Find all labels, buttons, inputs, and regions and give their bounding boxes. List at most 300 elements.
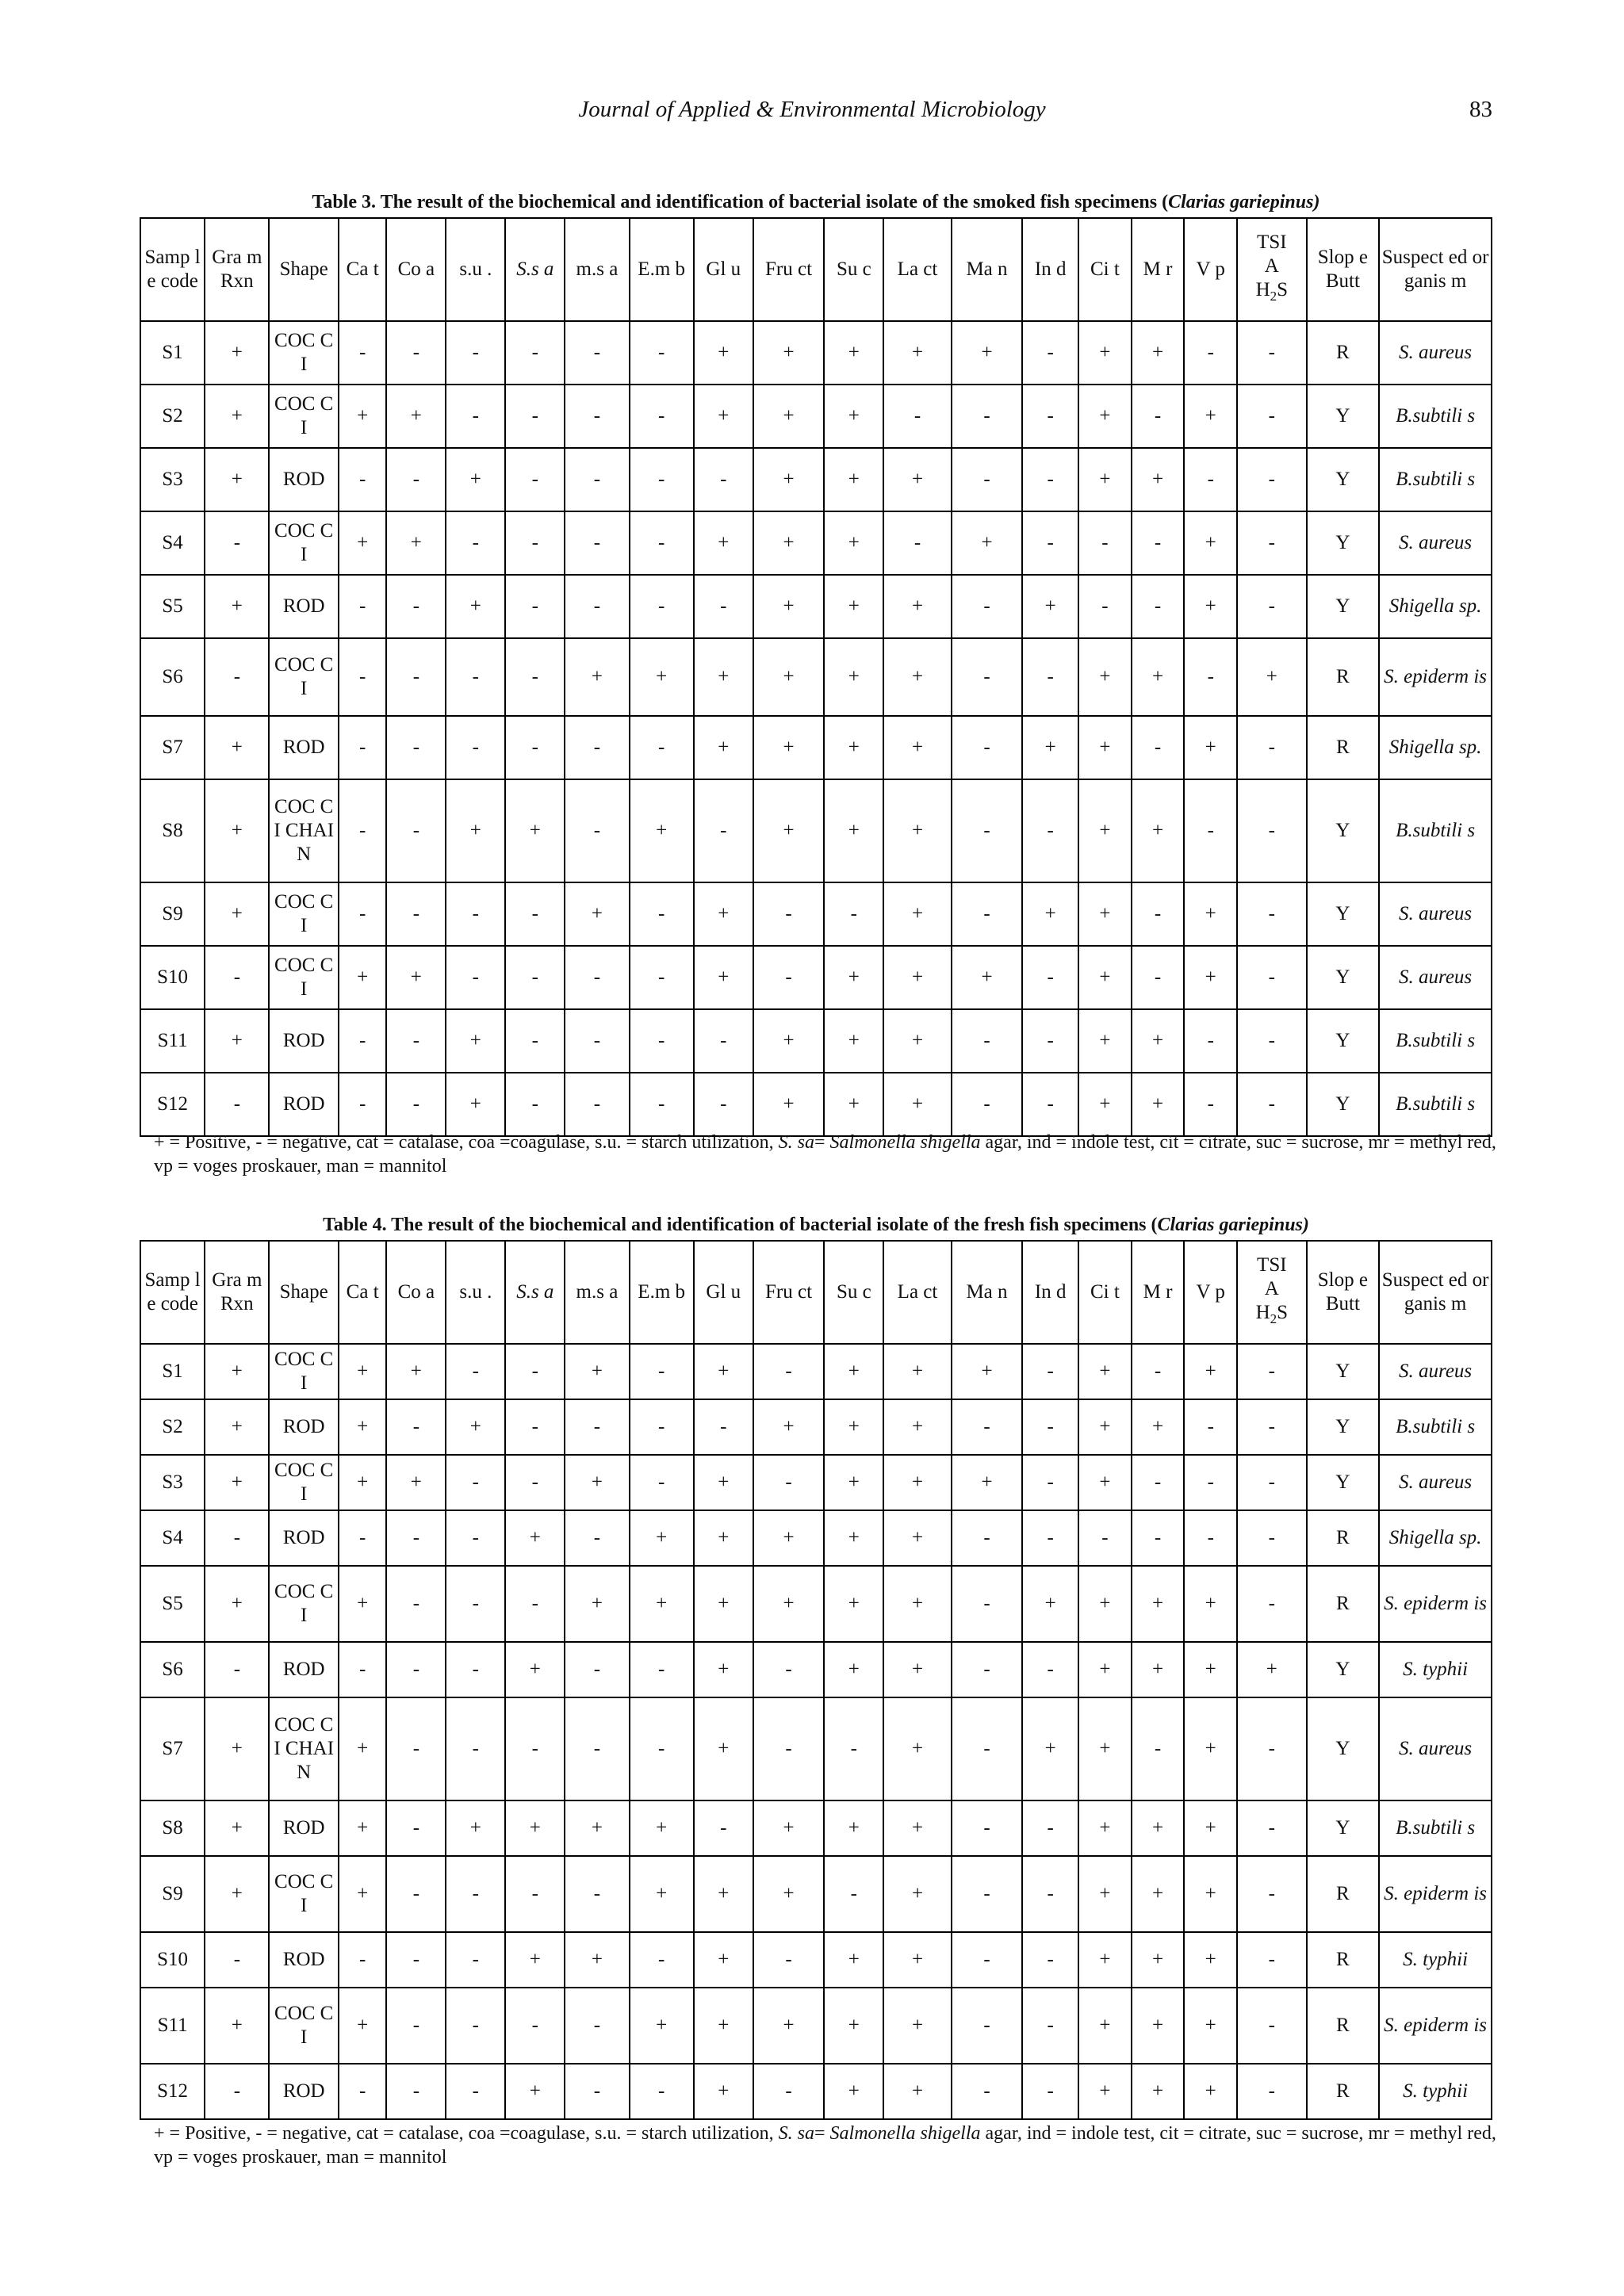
table-cell: - xyxy=(883,511,951,575)
table-cell: + xyxy=(824,1455,883,1510)
table-cell: - xyxy=(446,1510,505,1566)
table-cell: S6 xyxy=(140,638,205,716)
table-cell: + xyxy=(883,1800,951,1856)
table-cell: ROD xyxy=(269,2064,338,2119)
table-cell: + xyxy=(1078,1932,1132,1988)
table-cell: S12 xyxy=(140,2064,205,2119)
table-cell: S10 xyxy=(140,1932,205,1988)
table-cell: - xyxy=(1237,448,1306,511)
footnote-text-3: agar, ind = indole test, cit = citrate, suc = sucrose, mr = methyl red, vp = voges proskauer, man = mannitol xyxy=(154,1132,1496,1177)
table3-header-row xyxy=(140,218,1492,321)
table-cell: + xyxy=(1237,1642,1306,1697)
table-cell: COC CI CHAI N xyxy=(269,779,338,882)
suspected-organism-cell: B.subtili s xyxy=(1379,1800,1492,1856)
column-header: Ci t xyxy=(1078,1241,1132,1344)
table-cell: - xyxy=(630,882,694,946)
table-row xyxy=(140,1800,1492,1856)
column-header: m.s a xyxy=(565,1241,629,1344)
table-cell: - xyxy=(505,946,565,1009)
table-cell: COC CI xyxy=(269,321,338,385)
table-cell: - xyxy=(565,1399,629,1455)
column-header: Co a xyxy=(386,218,446,321)
table-cell: ROD xyxy=(269,1073,338,1136)
table-cell: - xyxy=(1237,575,1306,638)
table-cell: S2 xyxy=(140,385,205,448)
table-row xyxy=(140,575,1492,638)
table-cell: + xyxy=(1078,1697,1132,1800)
table-cell: + xyxy=(1132,638,1185,716)
table-cell: - xyxy=(952,385,1023,448)
table-cell: - xyxy=(1022,1399,1078,1455)
table-cell: + xyxy=(1132,1073,1185,1136)
table-cell: - xyxy=(505,882,565,946)
suspected-organism-cell: Shigella sp. xyxy=(1379,575,1492,638)
table-cell: S11 xyxy=(140,1009,205,1073)
table-cell: + xyxy=(694,1510,753,1566)
table-cell: - xyxy=(446,511,505,575)
table-cell: + xyxy=(753,1800,825,1856)
table-cell: - xyxy=(386,1510,446,1566)
table-cell: S6 xyxy=(140,1642,205,1697)
table-cell: + xyxy=(205,1856,269,1932)
table-cell: Y xyxy=(1307,779,1380,882)
table-cell: S8 xyxy=(140,779,205,882)
table-cell: + xyxy=(339,1988,386,2064)
footnote-ssa-abbr: S. sa xyxy=(778,1132,814,1153)
table-cell: + xyxy=(883,1455,951,1510)
table4-body xyxy=(140,1344,1492,2119)
table-cell: + xyxy=(1132,1642,1185,1697)
table-cell: + xyxy=(1022,716,1078,779)
table-row xyxy=(140,1455,1492,1510)
table-cell: + xyxy=(630,1800,694,1856)
table-cell: + xyxy=(694,1697,753,1800)
table-cell: - xyxy=(753,2064,825,2119)
column-header: Ma n xyxy=(952,218,1023,321)
table-cell: - xyxy=(205,1642,269,1697)
table-cell: + xyxy=(694,2064,753,2119)
table-cell: - xyxy=(694,448,753,511)
table-cell: + xyxy=(753,716,825,779)
table-cell: + xyxy=(753,1856,825,1932)
table-cell: COC CI xyxy=(269,1344,338,1399)
table-cell: - xyxy=(753,1932,825,1988)
table-cell: - xyxy=(952,1642,1023,1697)
table-cell: - xyxy=(1184,1073,1237,1136)
column-header: Samp le code xyxy=(140,1241,205,1344)
table-cell: + xyxy=(446,575,505,638)
table-cell: - xyxy=(952,1566,1023,1642)
suspected-organism-cell: S. typhii xyxy=(1379,1642,1492,1697)
table-cell: - xyxy=(952,1932,1023,1988)
table-cell: S9 xyxy=(140,882,205,946)
table3-caption xyxy=(140,192,1492,213)
table-cell: - xyxy=(205,1510,269,1566)
table-cell: ROD xyxy=(269,575,338,638)
table-cell: - xyxy=(952,638,1023,716)
table-cell: + xyxy=(824,448,883,511)
table-cell: - xyxy=(565,321,629,385)
table-cell: - xyxy=(753,1455,825,1510)
table-cell: + xyxy=(753,321,825,385)
table-cell: + xyxy=(952,321,1023,385)
table-cell: + xyxy=(883,1566,951,1642)
table4-fresh-fish xyxy=(140,1240,1492,2120)
column-header: Fru ct xyxy=(753,218,825,321)
table-cell: - xyxy=(1237,1988,1306,2064)
table-cell: + xyxy=(824,1800,883,1856)
column-header: Gra m Rxn xyxy=(205,218,269,321)
table-cell: - xyxy=(205,638,269,716)
table-cell: + xyxy=(565,1455,629,1510)
table-cell: - xyxy=(1237,1856,1306,1932)
table-row xyxy=(140,779,1492,882)
table3-caption-species: Clarias gariepinus) xyxy=(1168,192,1320,212)
table-cell: S8 xyxy=(140,1800,205,1856)
table-cell: + xyxy=(1022,1566,1078,1642)
footnote-text-1: + = Positive, - = negative, cat = catalase, coa =coagulase, s.u. = starch utilization, xyxy=(154,1132,779,1153)
table-cell: COC CI xyxy=(269,385,338,448)
table-cell: - xyxy=(1237,1455,1306,1510)
table-cell: - xyxy=(824,1856,883,1932)
column-header: TSI A $H_2S$ xyxy=(1237,1241,1306,1344)
table-cell: + xyxy=(446,779,505,882)
suspected-organism-cell: S. aureus xyxy=(1379,1455,1492,1510)
table-cell: + xyxy=(505,779,565,882)
suspected-organism-cell: S. aureus xyxy=(1379,321,1492,385)
table-cell: - xyxy=(386,1800,446,1856)
table-cell: + xyxy=(1184,946,1237,1009)
table-cell: - xyxy=(505,321,565,385)
table-cell: - xyxy=(1237,946,1306,1009)
table-cell: + xyxy=(824,1642,883,1697)
table-cell: + xyxy=(1078,448,1132,511)
table-cell: S7 xyxy=(140,716,205,779)
table-cell: - xyxy=(1022,1510,1078,1566)
table-cell: + xyxy=(339,1344,386,1399)
suspected-organism-cell: S. aureus xyxy=(1379,1697,1492,1800)
table-row xyxy=(140,638,1492,716)
column-header: Gl u xyxy=(694,1241,753,1344)
table-cell: S2 xyxy=(140,1399,205,1455)
table-cell: + xyxy=(205,1399,269,1455)
table-cell: ROD xyxy=(269,448,338,511)
table-cell: + xyxy=(1184,575,1237,638)
table-cell: + xyxy=(824,1988,883,2064)
table-cell: + xyxy=(1022,1697,1078,1800)
table-cell: - xyxy=(1078,511,1132,575)
table-cell: Y xyxy=(1307,1642,1380,1697)
table-row xyxy=(140,385,1492,448)
table-cell: + xyxy=(753,1566,825,1642)
table-cell: - xyxy=(339,448,386,511)
table-cell: - xyxy=(1237,385,1306,448)
table-cell: Y xyxy=(1307,946,1380,1009)
table-cell: + xyxy=(1184,1800,1237,1856)
table-cell: + xyxy=(505,1800,565,1856)
table-cell: ROD xyxy=(269,716,338,779)
table-cell: + xyxy=(883,575,951,638)
table-cell: ROD xyxy=(269,1932,338,1988)
column-header: Slop e Butt xyxy=(1307,218,1380,321)
table-cell: + xyxy=(694,511,753,575)
table-cell: + xyxy=(205,321,269,385)
column-header: In d xyxy=(1022,1241,1078,1344)
table-cell: - xyxy=(753,882,825,946)
table-cell: - xyxy=(505,1697,565,1800)
table-cell: - xyxy=(952,448,1023,511)
table-cell: + xyxy=(1132,1399,1185,1455)
table-cell: - xyxy=(386,1932,446,1988)
table-cell: + xyxy=(386,385,446,448)
table-cell: - xyxy=(1132,1344,1185,1399)
table-cell: - xyxy=(630,1009,694,1073)
table-cell: - xyxy=(694,1009,753,1073)
table3-footnote xyxy=(154,1131,1502,1178)
column-header: La ct xyxy=(883,218,951,321)
table-cell: + xyxy=(753,575,825,638)
table-cell: + xyxy=(565,638,629,716)
table-cell: + xyxy=(1132,448,1185,511)
table-cell: - xyxy=(386,1642,446,1697)
table-cell: - xyxy=(694,1399,753,1455)
table-cell: - xyxy=(952,1856,1023,1932)
table-cell: - xyxy=(1132,1697,1185,1800)
suspected-organism-cell: Shigella sp. xyxy=(1379,716,1492,779)
table-cell: COC CI xyxy=(269,1856,338,1932)
table-cell: + xyxy=(694,716,753,779)
table-cell: + xyxy=(824,511,883,575)
table-cell: - xyxy=(565,448,629,511)
table-cell: + xyxy=(386,1344,446,1399)
table-cell: - xyxy=(339,321,386,385)
table-cell: + xyxy=(883,716,951,779)
table-cell: + xyxy=(1184,1642,1237,1697)
table-row xyxy=(140,1510,1492,1566)
table-cell: - xyxy=(1022,448,1078,511)
table-cell: + xyxy=(824,946,883,1009)
table-cell: + xyxy=(694,1642,753,1697)
table-cell: S3 xyxy=(140,1455,205,1510)
table-cell: + xyxy=(339,946,386,1009)
table-cell: + xyxy=(565,1344,629,1399)
table-cell: - xyxy=(386,321,446,385)
table-cell: S4 xyxy=(140,511,205,575)
table-cell: - xyxy=(694,779,753,882)
suspected-organism-cell: S. typhii xyxy=(1379,1932,1492,1988)
table-cell: - xyxy=(1132,385,1185,448)
table-cell: + xyxy=(753,1510,825,1566)
table-cell: - xyxy=(1237,1009,1306,1073)
footnote-ssa-abbr: S. sa xyxy=(778,2123,814,2144)
table-cell: + xyxy=(1078,385,1132,448)
table-row xyxy=(140,1344,1492,1399)
table-cell: - xyxy=(1022,1932,1078,1988)
table-cell: + xyxy=(1184,1697,1237,1800)
table-cell: - xyxy=(386,779,446,882)
table-cell: - xyxy=(339,1009,386,1073)
table-cell: + xyxy=(386,511,446,575)
column-header: Ma n xyxy=(952,1241,1023,1344)
table-cell: + xyxy=(1132,1009,1185,1073)
table-cell: - xyxy=(205,511,269,575)
table-cell: - xyxy=(446,1932,505,1988)
table-cell: - xyxy=(630,1642,694,1697)
table-cell: - xyxy=(952,1009,1023,1073)
table-row xyxy=(140,1988,1492,2064)
table-cell: + xyxy=(446,1399,505,1455)
table-cell: + xyxy=(446,1800,505,1856)
table-cell: - xyxy=(694,1800,753,1856)
table-cell: + xyxy=(952,946,1023,1009)
table-cell: + xyxy=(205,385,269,448)
column-header: Co a xyxy=(386,1241,446,1344)
table-cell: + xyxy=(1132,1932,1185,1988)
column-header: Suspect ed organis m xyxy=(1379,1241,1492,1344)
table3-smoked-fish xyxy=(140,217,1492,1137)
table-cell: - xyxy=(386,1009,446,1073)
table-cell: - xyxy=(1022,779,1078,882)
suspected-organism-cell: S. epiderm is xyxy=(1379,1988,1492,2064)
table-cell: + xyxy=(824,716,883,779)
journal-title: Journal of Applied & Environmental Microbiology xyxy=(578,97,1046,122)
table-cell: - xyxy=(505,1399,565,1455)
table-cell: + xyxy=(824,385,883,448)
column-header: Suspect ed organis m xyxy=(1379,218,1492,321)
table-cell: + xyxy=(694,882,753,946)
table4-caption-species: Clarias gariepinus) xyxy=(1157,1215,1309,1235)
table3-caption-text: Table 3. The result of the biochemical and identification of bacterial isolate of the smoked fish specimens ( xyxy=(312,192,1169,212)
table-cell: Y xyxy=(1307,1009,1380,1073)
table-cell: S1 xyxy=(140,1344,205,1399)
table-cell: - xyxy=(386,448,446,511)
table-cell: + xyxy=(883,1344,951,1399)
table-cell: - xyxy=(505,511,565,575)
table-cell: + xyxy=(386,946,446,1009)
column-header: s.u . xyxy=(446,1241,505,1344)
table-cell: + xyxy=(339,1566,386,1642)
table-cell: + xyxy=(883,1856,951,1932)
column-header: V p xyxy=(1184,1241,1237,1344)
table-cell: - xyxy=(386,1566,446,1642)
table-cell: + xyxy=(205,716,269,779)
table-cell: + xyxy=(1132,779,1185,882)
table-cell: - xyxy=(565,1856,629,1932)
table-cell: + xyxy=(883,946,951,1009)
column-header: E.m b xyxy=(630,1241,694,1344)
footnote-text-2: = xyxy=(814,1132,830,1153)
table-cell: + xyxy=(1078,716,1132,779)
table-cell: - xyxy=(952,882,1023,946)
table-cell: - xyxy=(1132,1455,1185,1510)
table-cell: - xyxy=(1184,638,1237,716)
table-cell: - xyxy=(630,946,694,1009)
table-cell: - xyxy=(565,946,629,1009)
table-cell: + xyxy=(630,779,694,882)
table-cell: - xyxy=(1237,1800,1306,1856)
table-cell: S10 xyxy=(140,946,205,1009)
table-cell: + xyxy=(565,882,629,946)
table-cell: + xyxy=(952,1455,1023,1510)
table-cell: + xyxy=(1184,882,1237,946)
table-cell: - xyxy=(339,1510,386,1566)
table-cell: + xyxy=(753,448,825,511)
table-cell: + xyxy=(1184,511,1237,575)
table-cell: - xyxy=(1022,1856,1078,1932)
table-cell: - xyxy=(386,882,446,946)
table-cell: + xyxy=(753,1073,825,1136)
table-cell: - xyxy=(630,385,694,448)
table-cell: + xyxy=(952,1344,1023,1399)
table-cell: - xyxy=(565,1073,629,1136)
footnote-ssa-full: Salmonella shigella xyxy=(829,2123,981,2144)
table-cell: + xyxy=(824,1510,883,1566)
table-row xyxy=(140,2064,1492,2119)
column-header: Gra m Rxn xyxy=(205,1241,269,1344)
table-cell: - xyxy=(565,1009,629,1073)
table-cell: Y xyxy=(1307,575,1380,638)
table-cell: - xyxy=(630,1073,694,1136)
table-cell: + xyxy=(505,2064,565,2119)
table-row xyxy=(140,882,1492,946)
table-cell: + xyxy=(205,779,269,882)
table-cell: - xyxy=(824,882,883,946)
table-cell: - xyxy=(952,2064,1023,2119)
table-cell: + xyxy=(446,448,505,511)
table-cell: - xyxy=(1237,779,1306,882)
table-cell: + xyxy=(1132,321,1185,385)
table-cell: + xyxy=(1078,1800,1132,1856)
column-header: M r xyxy=(1132,1241,1185,1344)
table-cell: - xyxy=(1078,1510,1132,1566)
table-cell: S1 xyxy=(140,321,205,385)
table-cell: - xyxy=(1237,511,1306,575)
table-cell: - xyxy=(630,2064,694,2119)
table-row xyxy=(140,1697,1492,1800)
table-row xyxy=(140,716,1492,779)
table-cell: - xyxy=(505,638,565,716)
table-cell: - xyxy=(386,1073,446,1136)
suspected-organism-cell: B.subtili s xyxy=(1379,779,1492,882)
table-cell: - xyxy=(1132,716,1185,779)
table-cell: + xyxy=(565,1566,629,1642)
table-cell: + xyxy=(824,638,883,716)
table-cell: - xyxy=(1237,882,1306,946)
table-cell: - xyxy=(565,511,629,575)
table-cell: - xyxy=(630,321,694,385)
table-cell: + xyxy=(205,448,269,511)
table-cell: S3 xyxy=(140,448,205,511)
column-header: V p xyxy=(1184,218,1237,321)
table-cell: + xyxy=(824,779,883,882)
table-cell: - xyxy=(446,1566,505,1642)
table-cell: - xyxy=(630,1399,694,1455)
table-cell: - xyxy=(339,779,386,882)
table-cell: + xyxy=(630,638,694,716)
table-cell: + xyxy=(565,1800,629,1856)
table-cell: COC CI xyxy=(269,1455,338,1510)
table-cell: - xyxy=(446,882,505,946)
table-cell: - xyxy=(1237,716,1306,779)
table-cell: - xyxy=(505,1856,565,1932)
table-cell: - xyxy=(565,575,629,638)
table-cell: + xyxy=(1078,1455,1132,1510)
table-cell: + xyxy=(339,1697,386,1800)
table-cell: - xyxy=(565,1510,629,1566)
table-cell: + xyxy=(1132,1566,1185,1642)
table-cell: + xyxy=(753,385,825,448)
table-cell: + xyxy=(505,1932,565,1988)
